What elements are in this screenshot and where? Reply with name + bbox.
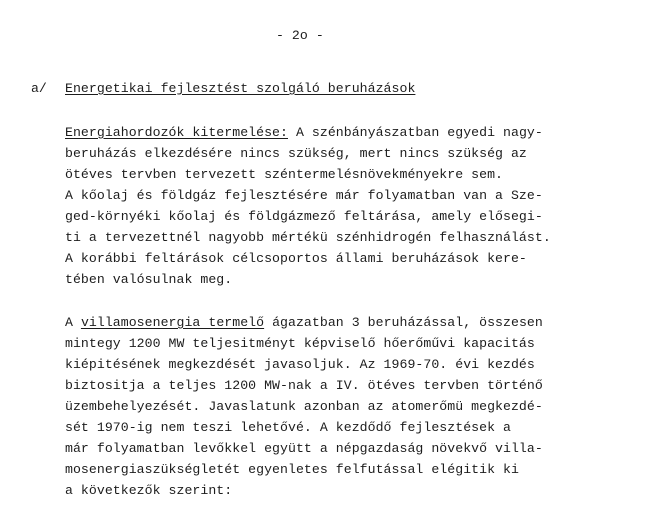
- paragraph-2-line: mintegy 1200 MW teljesitményt képviselő hőerőművi kapacitás: [65, 336, 535, 351]
- paragraph-1-lead: Energiahordozók kitermelése:: [65, 125, 288, 140]
- paragraph-2-line: üzembehelyezését. Javaslatunk azonban az atomerőmü megkezdé-: [65, 399, 543, 414]
- paragraph-1-line-1: [65, 125, 543, 141]
- paragraph-2-line: sét 1970-ig nem teszi lehetővé. A kezdődő fejlesztések a: [65, 420, 511, 435]
- paragraph-1-line-1-rest: A szénbányászatban egyedi nagy-: [288, 125, 543, 140]
- paragraph-2-line-1: [65, 315, 543, 331]
- paragraph-1-line: A kőolaj és földgáz fejlesztésére már folyamatban van a Sze-: [65, 188, 543, 203]
- paragraph-1-line: ged-környéki kőolaj és földgázmező feltárása, amely elősegi-: [65, 209, 543, 224]
- paragraph-1-line: tében valósulnak meg.: [65, 272, 233, 287]
- paragraph-1-line: ötéves tervben tervezett széntermelésnövekményekre sem.: [65, 167, 504, 182]
- page-number: - 2o -: [276, 28, 324, 43]
- section-heading: Energetikai fejlesztést szolgáló beruházások: [65, 81, 416, 96]
- paragraph-1-line: A korábbi feltárások célcsoportos állami beruházások kere-: [65, 251, 527, 266]
- paragraph-2-start: A: [65, 315, 81, 330]
- paragraph-2-line: a következők szerint:: [65, 483, 233, 498]
- section-prefix: a/: [31, 81, 47, 96]
- paragraph-1-line: ti a tervezettnél nagyobb mértékü szénhidrogén felhasználást.: [65, 230, 551, 245]
- paragraph-1-line: beruházás elkezdésére nincs szükség, mert nincs szükség az: [65, 146, 527, 161]
- paragraph-2-line-1-rest: ágazatban 3 beruházással, összesen: [264, 315, 543, 330]
- paragraph-2-line: mosenergiaszükségletét egyenletes felfutással elégitik ki: [65, 462, 519, 477]
- paragraph-2-line: kiépitésének megkezdését javasoljuk. Az 1969-70. évi kezdés: [65, 357, 535, 372]
- paragraph-2-lead: villamosenergia termelő: [80, 315, 265, 330]
- paragraph-2-line: már folyamatban levőkkel együtt a népgazdaság növekvő villa-: [65, 441, 543, 456]
- paragraph-2-line: biztositja a teljes 1200 MW-nak a IV. ötéves tervben történő: [65, 378, 543, 393]
